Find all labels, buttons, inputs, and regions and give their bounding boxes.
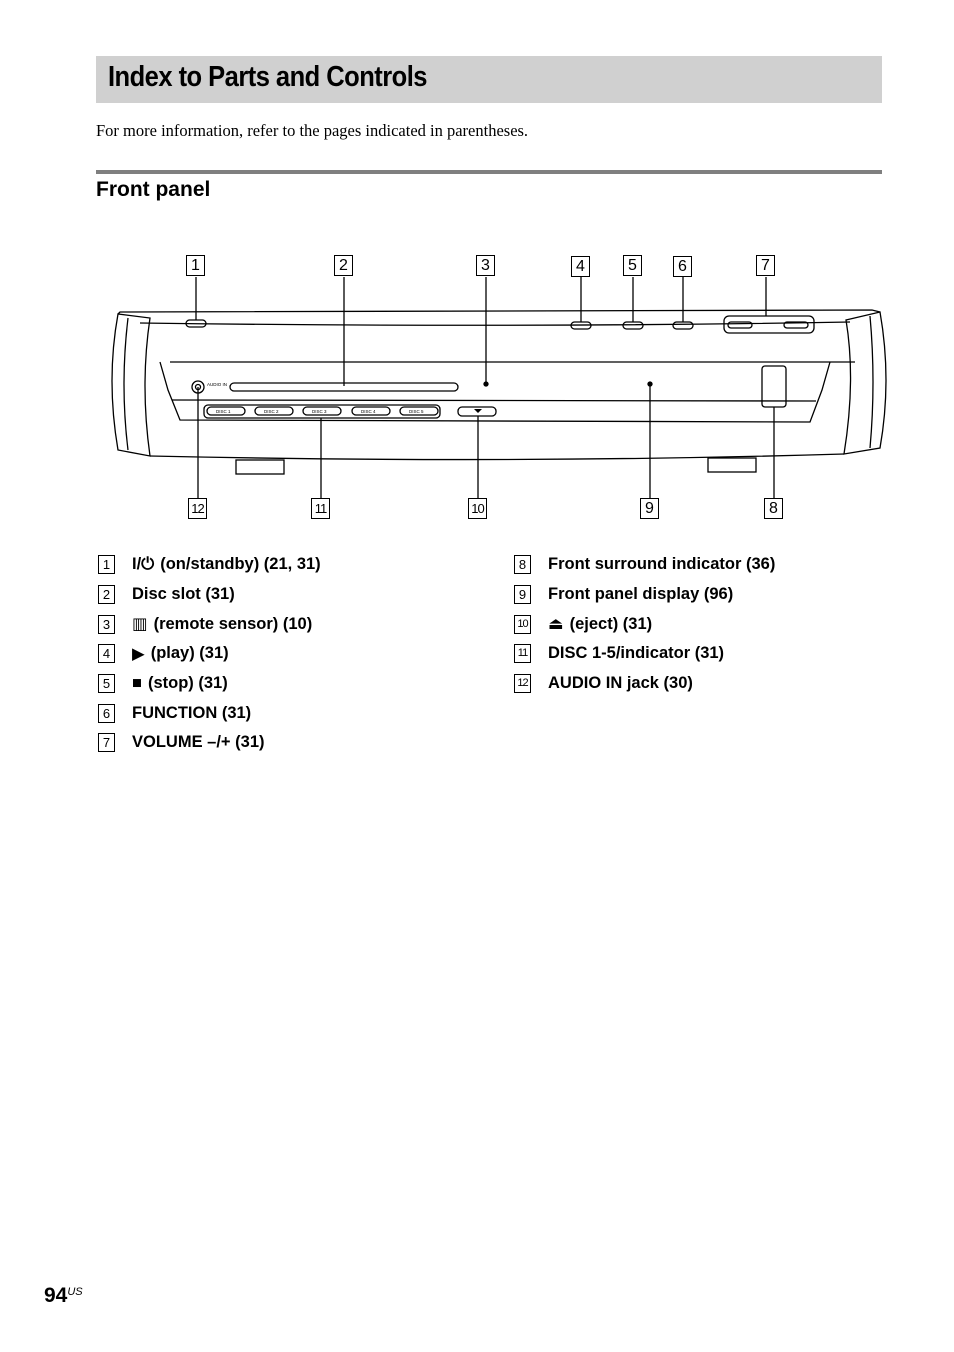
- callout-11: 11: [311, 498, 330, 519]
- front-panel-illustration: [110, 250, 890, 525]
- callout-4: 4: [571, 256, 590, 277]
- play-icon: ▶: [132, 644, 145, 663]
- list-item: 3 ▥ (remote sensor) (10): [98, 609, 321, 639]
- intro-text: For more information, refer to the pages indicated in parentheses.: [96, 121, 529, 140]
- list-item: 10 ⏏ (eject) (31): [514, 609, 775, 639]
- list-item: 4 ▶ (play) (31): [98, 639, 321, 669]
- parts-list-right: [514, 550, 775, 698]
- page-title: Index to Parts and Controls: [108, 61, 427, 93]
- list-item: 7 VOLUME –/+ (31): [98, 728, 321, 758]
- remote-sensor-icon: ▥: [132, 615, 148, 634]
- list-item: 9 Front panel display (96): [514, 580, 775, 610]
- list-item: 6 FUNCTION (31): [98, 698, 321, 728]
- callout-3: 3: [476, 255, 495, 276]
- callout-8: 8: [764, 498, 783, 519]
- callout-5: 5: [623, 255, 642, 276]
- callout-10: 10: [468, 498, 487, 519]
- list-item: 1 I/⏻ (on/standby) (21, 31): [98, 550, 321, 580]
- list-item: 12 AUDIO IN jack (30): [514, 669, 775, 699]
- stop-icon: ■: [132, 674, 142, 693]
- callout-9: 9: [640, 498, 659, 519]
- disc-5-label: DISC 5: [409, 409, 424, 414]
- list-item: 8 Front surround indicator (36): [514, 550, 775, 580]
- parts-list-left: [98, 550, 321, 758]
- section-title: Front panel: [96, 178, 211, 201]
- title-bar: [96, 56, 882, 103]
- disc-4-label: DISC 4: [361, 409, 376, 414]
- section-divider: [96, 170, 882, 174]
- audio-in-label: AUDIO IN: [207, 382, 228, 387]
- callout-7: 7: [756, 255, 775, 276]
- disc-1-label: DISC 1: [216, 409, 231, 414]
- disc-3-label: DISC 3: [312, 409, 327, 414]
- callout-1: 1: [186, 255, 205, 276]
- callout-6: 6: [673, 256, 692, 277]
- page-number: $94^{US}$: [44, 1284, 83, 1307]
- eject-icon: ⏏: [548, 615, 564, 634]
- list-item: 11 DISC 1-5/indicator (31): [514, 639, 775, 669]
- front-panel-figure: [110, 250, 890, 525]
- callout-2: 2: [334, 255, 353, 276]
- list-item: 5 ■ (stop) (31): [98, 669, 321, 699]
- list-item: 2 Disc slot (31): [98, 580, 321, 610]
- power-standby-icon: I/⏻: [132, 555, 155, 574]
- disc-2-label: DISC 2: [264, 409, 279, 414]
- callout-12: 12: [188, 498, 207, 519]
